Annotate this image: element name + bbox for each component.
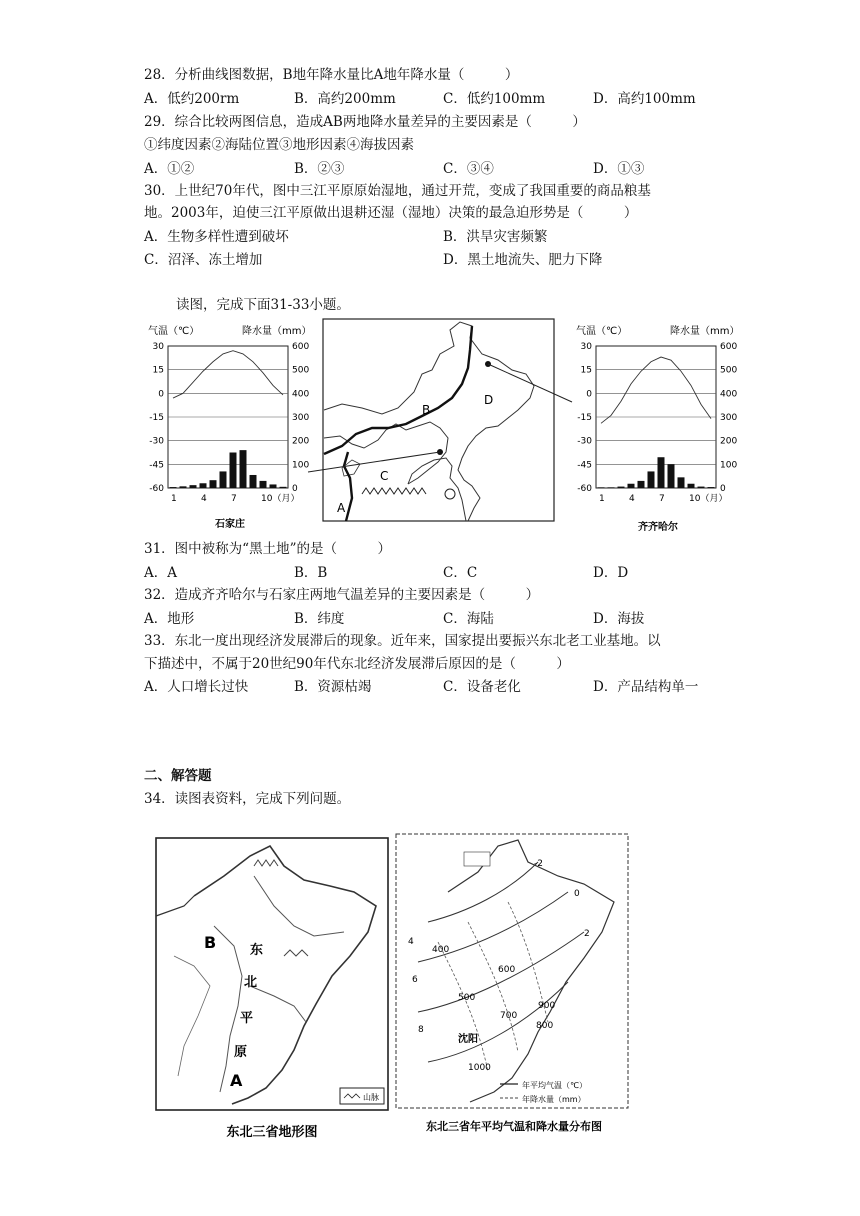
contour-label-6: 6 xyxy=(412,975,418,985)
legend-precip: 年降水量（mm） xyxy=(522,1095,586,1104)
precip-tick-label: 600 xyxy=(720,342,738,352)
legend-temp: 年平均气温（℃） xyxy=(522,1081,587,1090)
q31-option-c[interactable]: C．C xyxy=(443,565,478,581)
temp-tick-label: -15 xyxy=(577,413,592,423)
q32-option-a[interactable]: A．地形 xyxy=(144,611,195,627)
section-title: 二、解答题 xyxy=(144,768,212,784)
q31-option-b[interactable]: B．B xyxy=(294,565,328,581)
q29-option-a[interactable]: A．①② xyxy=(144,161,195,177)
plain-label-bei: 北 xyxy=(244,975,258,990)
precip-tick-label: 300 xyxy=(720,413,738,423)
month-tick-label: 1 xyxy=(171,494,177,504)
q30-stem-line2: 地。2003年，迫使三江平原做出退耕还湿（湿地）决策的最急迫形势是（ ） xyxy=(144,205,638,221)
map-label-a: A xyxy=(337,501,346,515)
q33-option-b[interactable]: B．资源枯竭 xyxy=(294,679,372,695)
precip-tick-label: 500 xyxy=(292,365,310,376)
precip-tick-label: 200 xyxy=(720,436,738,447)
precip-tick-label: 100 xyxy=(720,460,738,471)
precip-bar xyxy=(220,471,227,488)
precip-bar xyxy=(230,453,237,489)
precip-bar xyxy=(648,471,655,488)
precip-bar xyxy=(708,487,715,488)
temp-tick-label: 0 xyxy=(158,389,164,400)
precip-bar xyxy=(250,475,257,488)
month-tick-label: 10（月） xyxy=(261,494,300,504)
temp-tick-label: 0 xyxy=(586,389,592,400)
precip-axis-title: 降水量（mm） xyxy=(670,326,740,337)
precip-tick-label: 400 xyxy=(292,389,310,400)
contour-label-700: 700 xyxy=(500,1011,518,1021)
precip-tick-label: 0 xyxy=(720,484,726,494)
terrain-label-a: A xyxy=(230,1071,243,1090)
precip-bar xyxy=(240,450,247,488)
city-label: 齐齐哈尔 xyxy=(638,522,678,533)
climate-distribution-map xyxy=(388,832,640,1144)
contour-label-m2: -2 xyxy=(534,859,543,869)
temp-tick-label: -45 xyxy=(577,460,592,471)
city-label: 石家庄 xyxy=(215,519,245,530)
q30-stem-line1: 30．上世纪70年代，图中三江平原原始湿地，通过开荒，变成了我国重要的商品粮基 xyxy=(144,183,651,199)
precip-bar xyxy=(678,477,685,488)
temp-tick-label: -45 xyxy=(149,460,164,471)
q32-stem: 32．造成齐齐哈尔与石家庄两地气温差异的主要因素是（ ） xyxy=(144,587,540,603)
precip-axis-title: 降水量（mm） xyxy=(242,326,312,337)
plain-label-dong: 东 xyxy=(250,943,264,958)
q33-option-d[interactable]: D．产品结构单一 xyxy=(593,679,699,695)
q29-option-b[interactable]: B．②③ xyxy=(294,161,345,177)
precip-tick-label: 400 xyxy=(720,389,738,400)
plain-label-ping: 平 xyxy=(240,1011,254,1026)
temp-tick-label: -30 xyxy=(577,436,592,447)
temp-tick-label: -15 xyxy=(149,413,164,423)
q28-stem: 28．分析曲线图数据，B地年降水量比A地年降水量（ ） xyxy=(144,67,519,83)
temp-tick-label: -60 xyxy=(149,484,164,494)
temp-tick-label: -30 xyxy=(149,436,164,447)
temp-tick-label: 15 xyxy=(580,365,592,376)
precip-bar xyxy=(200,483,207,488)
temperature-curve xyxy=(601,357,711,423)
climate-chart-qiqihar xyxy=(566,320,752,534)
q29-stem: 29．综合比较两图信息，造成AB两地降水量差异的主要因素是（ ） xyxy=(144,114,586,130)
contour-label-1000: 1000 xyxy=(468,1063,491,1073)
contour-label-8: 8 xyxy=(418,1025,424,1035)
month-tick-label: 1 xyxy=(599,494,605,504)
precip-bar xyxy=(270,484,277,488)
city-label-shenyang: 沈阳 xyxy=(458,1034,478,1045)
q28-option-a[interactable]: A．低约200rm xyxy=(144,91,240,107)
q31-option-a[interactable]: A．A xyxy=(144,565,177,581)
q29-option-c[interactable]: C．③④ xyxy=(443,161,494,177)
temp-tick-label: -60 xyxy=(577,484,592,494)
q33-stem-line2: 下描述中，不属于20世纪90年代东北经济发展滞后原因的是（ ） xyxy=(144,656,570,672)
month-tick-label: 7 xyxy=(231,494,237,504)
month-tick-label: 7 xyxy=(659,494,665,504)
temp-axis-title: 气温（℃） xyxy=(576,326,628,337)
q32-option-d[interactable]: D．海拔 xyxy=(593,611,645,627)
contour-label-600: 600 xyxy=(498,965,516,975)
q28-option-c[interactable]: C．低约100mm xyxy=(443,91,546,107)
terrain-map xyxy=(154,836,390,1144)
q28-option-b[interactable]: B．高约200mm xyxy=(294,91,396,107)
precip-bar xyxy=(608,487,615,488)
q28-option-d[interactable]: D．高约100mm xyxy=(593,91,696,107)
terrain-map-caption: 东北三省地形图 xyxy=(226,1125,318,1140)
contour-label-400: 400 xyxy=(432,945,450,955)
contour-label-500: 500 xyxy=(458,993,476,1003)
contour-label-0: 0 xyxy=(574,889,580,899)
temp-tick-label: 15 xyxy=(152,365,164,376)
climate-chart-shijiazhuang xyxy=(138,320,324,530)
q29-factors: ①纬度因素②海陆位置③地形因素④海拔因素 xyxy=(144,137,414,153)
q32-option-b[interactable]: B．纬度 xyxy=(294,611,345,627)
precip-tick-label: 600 xyxy=(292,342,310,352)
q29-option-d[interactable]: D．①③ xyxy=(593,161,645,177)
q31-stem: 31．图中被称为“黑土地”的是（ ） xyxy=(144,541,391,557)
contour-label-4: 4 xyxy=(408,937,414,947)
map-label-c: C xyxy=(380,469,389,483)
precip-bar xyxy=(190,485,197,488)
precip-bar xyxy=(628,484,635,488)
connector-lines xyxy=(300,340,580,490)
precip-tick-label: 300 xyxy=(292,413,310,423)
contour-label-2: 2 xyxy=(584,929,590,939)
month-tick-label: 4 xyxy=(201,494,207,504)
precip-bar xyxy=(280,487,287,488)
map-label-b: B xyxy=(422,403,431,417)
q34-stem: 34．读图表资料，完成下列问题。 xyxy=(144,791,351,807)
distribution-map-caption: 东北三省年平均气温和降水量分布图 xyxy=(426,1120,602,1133)
contour-label-900: 900 xyxy=(538,1001,556,1011)
q30-option-a[interactable]: A．生物多样性遭到破坏 xyxy=(144,229,289,245)
precip-bar xyxy=(180,486,187,488)
terrain-label-b: B xyxy=(204,933,217,952)
q32-option-c[interactable]: C．海陆 xyxy=(443,611,494,627)
precip-bar xyxy=(638,481,645,488)
precip-bar xyxy=(170,487,177,488)
precip-bar xyxy=(668,464,675,488)
precip-tick-label: 500 xyxy=(720,365,738,376)
temp-tick-label: 30 xyxy=(152,342,164,352)
precip-bar xyxy=(658,457,665,488)
q31-option-d[interactable]: D．D xyxy=(593,565,629,581)
precip-bar xyxy=(260,481,267,488)
precip-bar xyxy=(210,480,217,488)
temp-axis-title: 气温（℃） xyxy=(148,326,200,337)
temp-tick-label: 30 xyxy=(580,342,592,352)
precip-bar xyxy=(698,487,705,488)
legend-mountain: 山脉 xyxy=(363,1093,379,1102)
q33-option-c[interactable]: C．设备老化 xyxy=(443,679,521,695)
temperature-curve xyxy=(173,351,283,398)
precip-bar xyxy=(598,487,605,488)
plain-label-yuan: 原 xyxy=(234,1045,248,1060)
q33-option-a[interactable]: A．人口增长过快 xyxy=(144,679,249,695)
q30-option-c[interactable]: C．沼泽、冻土增加 xyxy=(144,252,263,268)
q30-option-b[interactable]: B．洪旱灾害频繁 xyxy=(443,229,548,245)
precip-tick-label: 100 xyxy=(292,460,310,471)
month-tick-label: 10（月） xyxy=(689,494,728,504)
map-label-d: D xyxy=(484,393,494,407)
month-tick-label: 4 xyxy=(629,494,635,504)
contour-label-800: 800 xyxy=(536,1021,554,1031)
intro-31-33: 读图，完成下面31-33小题。 xyxy=(176,297,350,313)
q30-option-d[interactable]: D．黑土地流失、肥力下降 xyxy=(443,252,603,268)
precip-bar xyxy=(618,487,625,488)
q33-stem-line1: 33．东北一度出现经济发展滞后的现象。近年来，国家提出要振兴东北老工业基地。以 xyxy=(144,633,661,649)
precip-tick-label: 0 xyxy=(292,484,298,494)
precip-tick-label: 200 xyxy=(292,436,310,447)
precip-bar xyxy=(688,484,695,488)
